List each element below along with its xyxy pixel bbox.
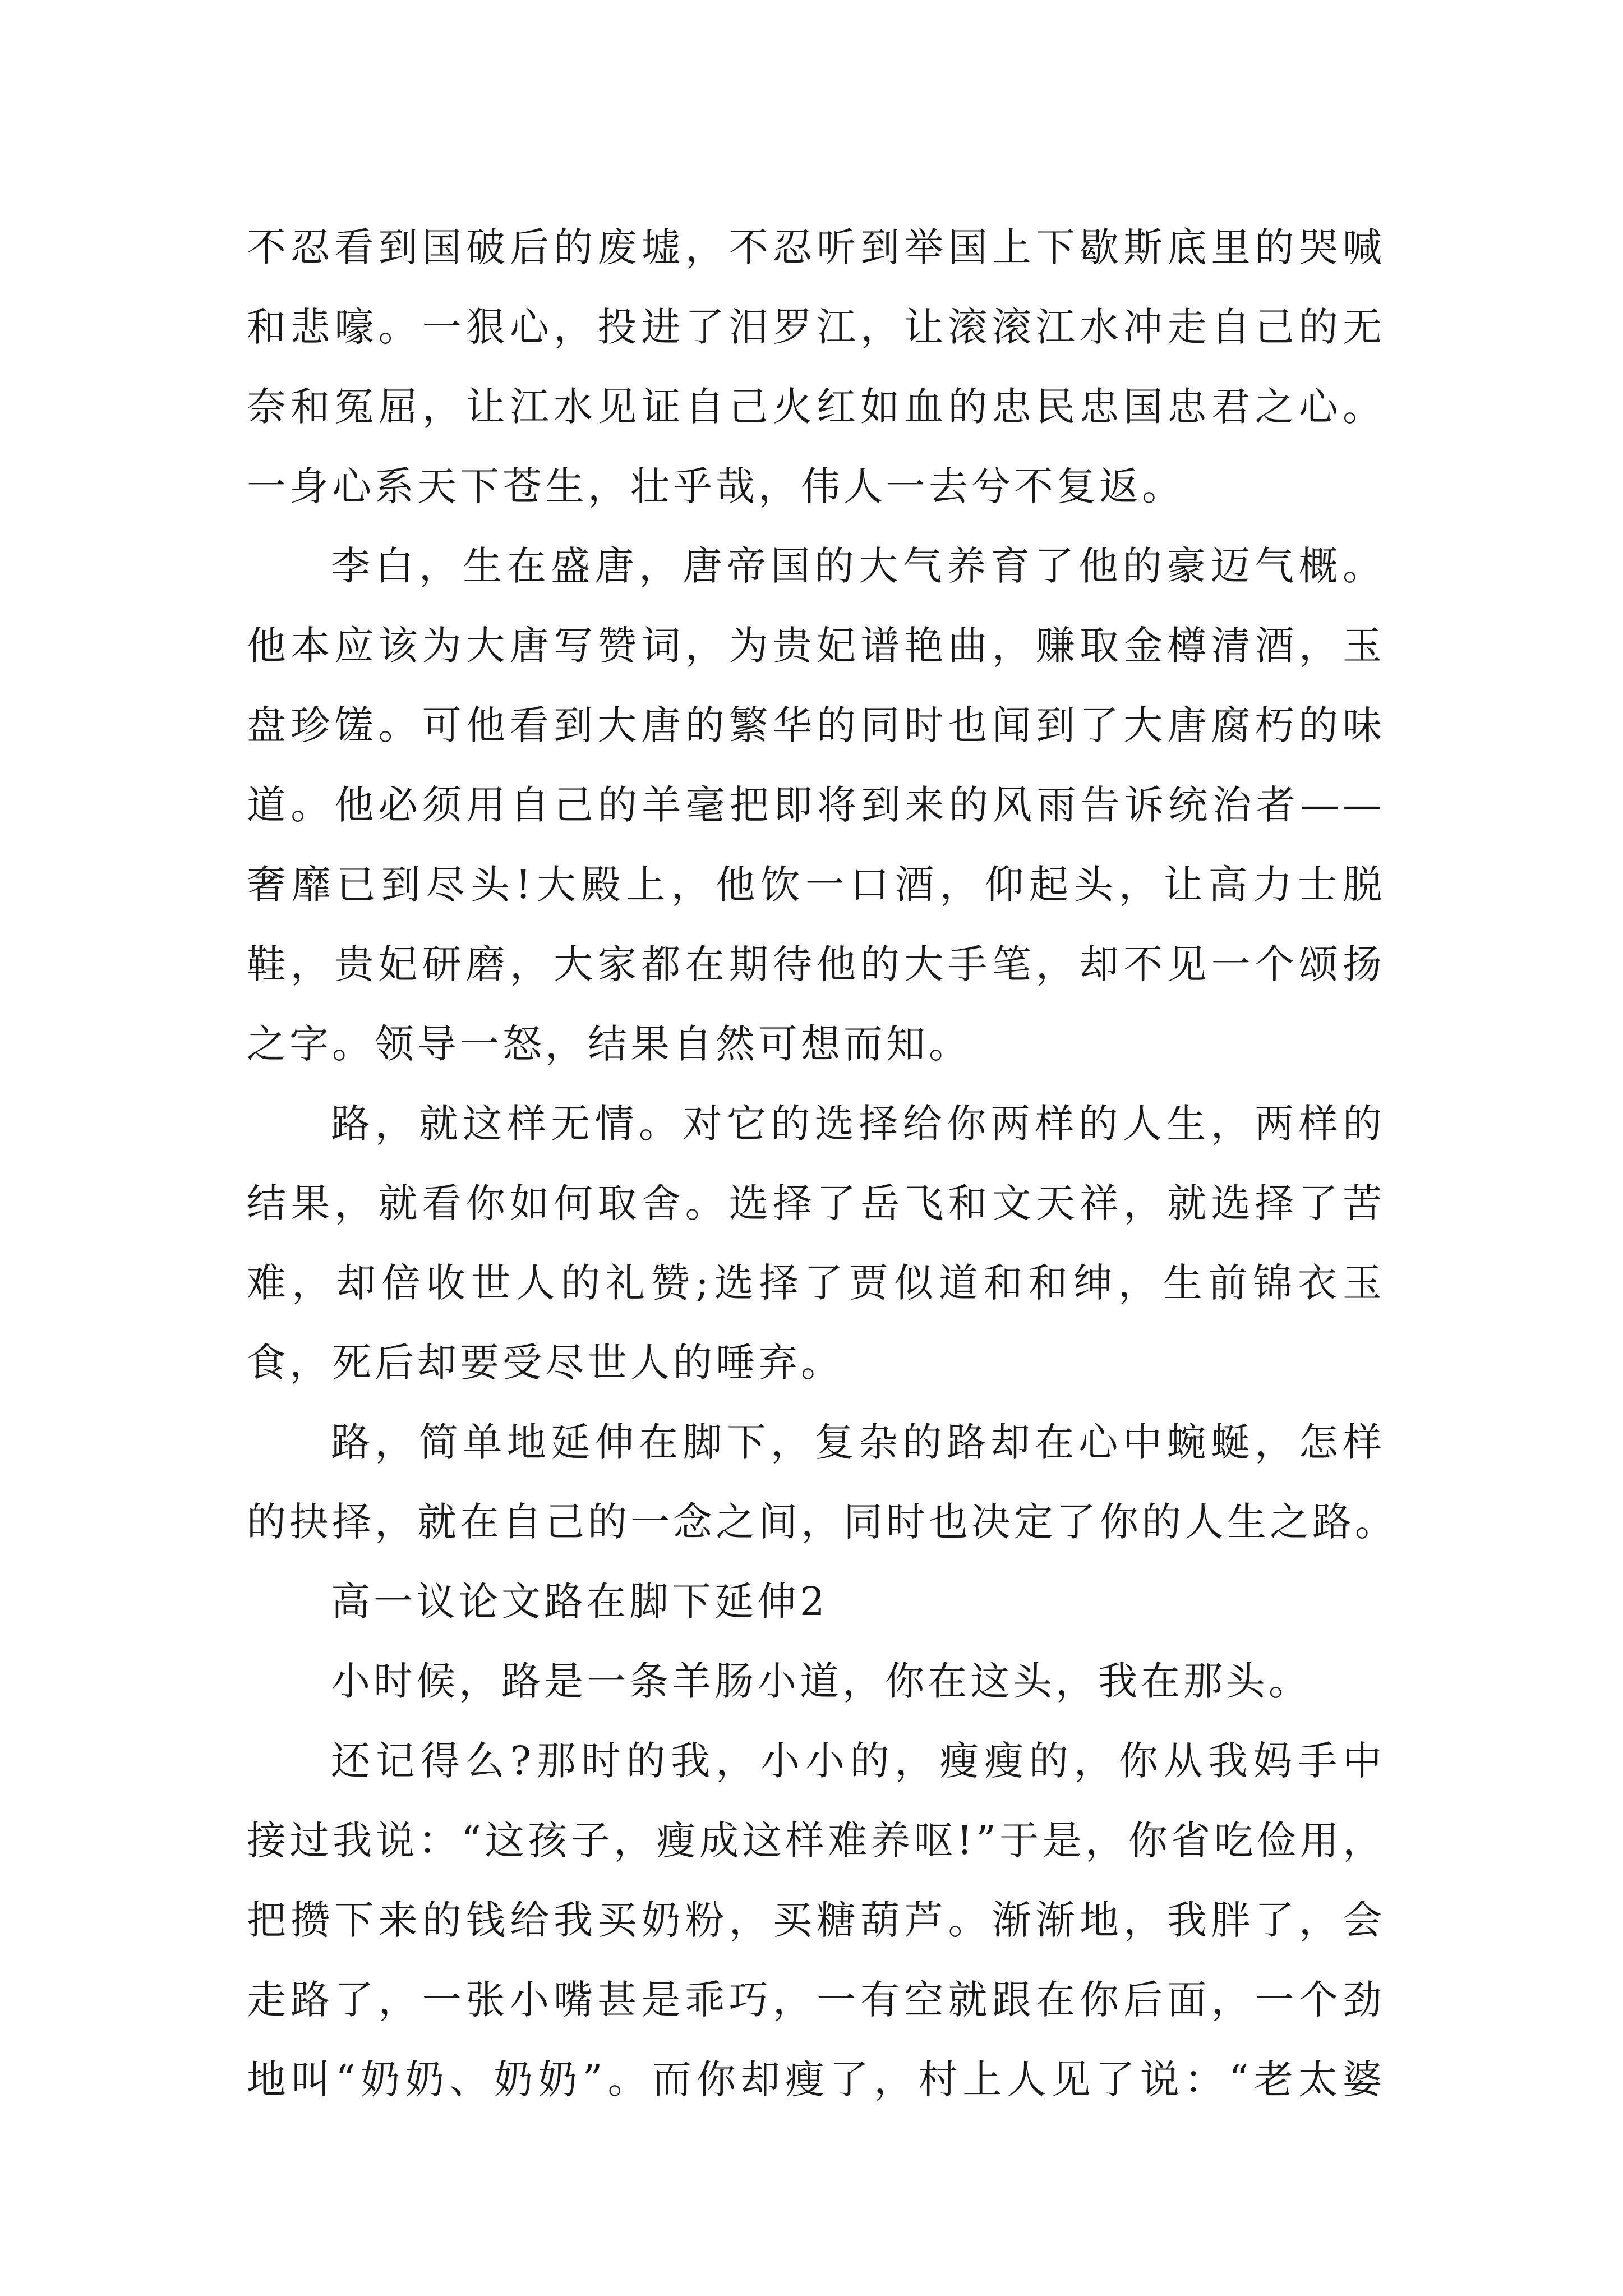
text-line: 奈和冤屈，让江水见证自己火红如血的忠民忠国忠君之心。 [247, 384, 1385, 430]
text-line: 还记得么?那时的我，小小的，瘦瘦的，你从我妈手中 [331, 1738, 1385, 1784]
text-line: 的抉择，就在自己的一念之间，同时也决定了你的人生之路。 [247, 1499, 1398, 1545]
text-line: 一身心系天下苍生，壮乎哉，伟人一去兮不复返。 [247, 463, 1184, 509]
text-line: 和悲嚎。一狠心，投进了汨罗江，让滚滚江水冲走自己的无 [247, 304, 1385, 350]
text-line: 难，却倍收世人的礼赞;选择了贾似道和和绅，生前锦衣玉 [247, 1260, 1385, 1306]
text-line: 路，简单地延伸在脚下，复杂的路却在心中蜿蜒，怎样 [331, 1419, 1385, 1465]
body-text [247, 208, 1398, 2119]
text-line: 李白，生在盛唐，唐帝国的大气养育了他的豪迈气概。 [331, 543, 1385, 589]
text-line: 把攒下来的钱给我买奶粉，买糖葫芦。渐渐地，我胖了，会 [247, 1897, 1385, 1943]
text-line: 鞋，贵妃研磨，大家都在期待他的大手笔，却不见一个颂扬 [247, 941, 1385, 987]
text-line: 结果，就看你如何取舍。选择了岳飞和文天祥，就选择了苦 [247, 1180, 1385, 1226]
text-line: 走路了，一张小嘴甚是乖巧，一有空就跟在你后面，一个劲 [247, 1977, 1385, 2023]
text-line: 盘珍馐。可他看到大唐的繁华的同时也闻到了大唐腐朽的味 [247, 702, 1385, 748]
text-line: 小时候，路是一条羊肠小道，你在这头，我在那头。 [331, 1658, 1311, 1704]
text-line: 食，死后却要受尽世人的唾弃。 [247, 1340, 843, 1386]
text-line: 之字。领导一怒，结果自然可想而知。 [247, 1021, 971, 1067]
text-line: 接过我说：“这孩子，瘦成这样难养呕!”于是，你省吃俭用， [247, 1818, 1385, 1864]
text-line: 地叫“奶奶、奶奶”。而你却瘦了，村上人见了说：“老太婆 [247, 2056, 1385, 2102]
text-line: 路，就这样无情。对它的选择给你两样的人生，两样的 [331, 1101, 1385, 1147]
section-heading: 高一议论文路在脚下延伸2 [331, 1579, 828, 1625]
text-line: 他本应该为大唐写赞词，为贵妃谱艳曲，赚取金樽清酒，玉 [247, 623, 1385, 669]
text-line: 不忍看到国破后的废墟，不忍听到举国上下歇斯底里的哭喊 [247, 224, 1385, 270]
text-line: 道。他必须用自己的羊毫把即将到来的风雨告诉统治者—— [247, 782, 1385, 828]
text-line: 奢靡已到尽头!大殿上，他饮一口酒，仰起头，让高力士脱 [247, 862, 1385, 908]
